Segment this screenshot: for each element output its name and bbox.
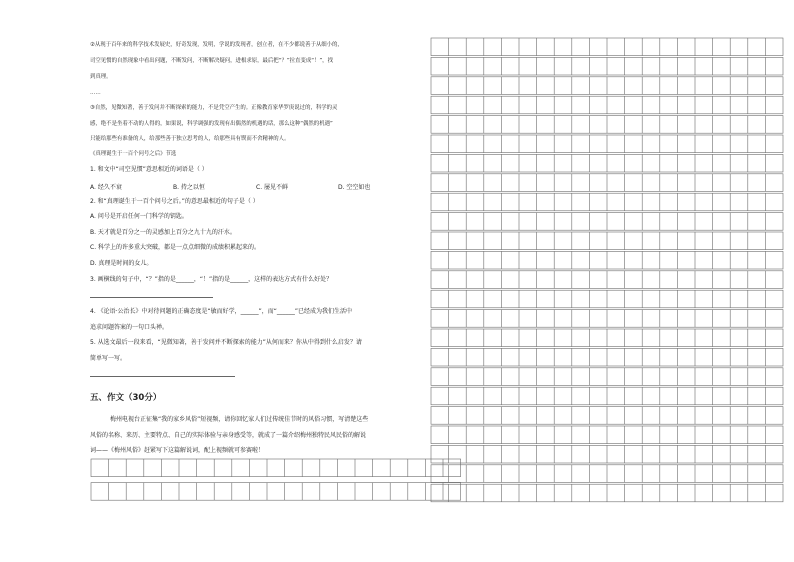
q2-option-c: C. 科学上的许多重大突破，都是一点点细微的成绩积累起来的。 — [90, 244, 261, 251]
grid-bottom-row — [91, 459, 461, 477]
composition-title: 五、作文（30分） — [90, 393, 162, 403]
passage-p2-line3: 到真理。 — [90, 74, 112, 80]
q3-answer-line — [90, 297, 213, 298]
question-4-line1: 4. 《论语·公治长》中对待问题的正确态度是“敏而好学，______”，而“______”已经成为我们生活中 — [90, 308, 352, 315]
passage-p2-line2: 司空见惯的自然现象中看出问题，不断发问，不断解决疑问，进根求原，最后把“？”拉直变成“！”，找 — [90, 58, 333, 64]
passage-source: 《真理诞生于一百个问号之后》节选 — [90, 151, 177, 157]
q1-option-b: B. 持之以恒 — [173, 184, 205, 191]
question-1: 1. 和文中“司空见惯”意思相近的词语是（ ） — [90, 166, 208, 173]
question-4-line2: 追求问题答案的一句口头禅。 — [90, 324, 169, 331]
composition-prompt-line2: 风俗的名称、来历、主要特点、自己的实际体验与亲身感受等，就成了一篇介绍梅州独特民风民俗的解说 — [90, 432, 367, 439]
writing-grid-right-svg — [430, 37, 794, 503]
passage-p3-line3: 只能给那些有准备的人，给那些善于独立思考的人，给那些具有锲而不舍精神的人。 — [90, 136, 290, 142]
writing-grid-bottom[interactable] — [90, 458, 462, 507]
composition-prompt-line3: 词——《梅州风俗》赶紧写下这篇解说词，配上视频就可参赛啦！ — [90, 447, 265, 454]
q2-option-a: A. 问号是开启任何一门科学的钥匙。 — [90, 213, 188, 220]
question-5-line2: 简单写一写。 — [90, 355, 127, 362]
question-3: 3. 画横线的句子中，“？”指的是______，“！”指的是______，这样的表达方式有什么好处？ — [90, 276, 333, 283]
composition-prompt-line1: 梅州电视台正征集“我的家乡风俗”短视频，请你回忆家人们过传统佳节时的风俗习惯，写清楚这些 — [110, 416, 369, 423]
passage-p2-line1: ②从现于百年来的科学技术发展史，好奇发现，发明，学说的发现者，创立者，在不少都说善于从细小的， — [90, 42, 343, 48]
question-5-line1: 5. 从选文最后一段来看，“见微知著，善于发问并不断探索的能力”从何而来？你从中得到什么启发？请 — [90, 339, 362, 346]
writing-grid-bottom-svg — [90, 458, 462, 507]
q1-option-d: D. 空空如也 — [338, 184, 371, 191]
grid-bottom-row — [91, 483, 461, 501]
q2-option-d: D. 真理是时间的女儿。 — [90, 260, 153, 267]
q1-option-c: C. 屡见不鲜 — [256, 184, 289, 191]
passage-p3-line2: 感，绝不是坐着不动的人得的，如果说，科学调强的发现有出偶然的机遇的话，那么这种“偶然的机遇” — [90, 121, 333, 127]
passage-ellipsis: …… — [90, 90, 101, 96]
writing-grid-right[interactable] — [430, 37, 794, 503]
q1-option-a: A. 经久不衰 — [90, 184, 122, 191]
q2-option-b: B. 天才就是百分之一的灵感加上百分之九十九的汗水。 — [90, 229, 236, 236]
question-2: 2. 和“真理诞生于一百个问号之后。”的意思最相近的句子是（ ） — [90, 198, 259, 205]
passage-p3-line1: ③自然，见微知著，善于发问并不断探索的能力，不是凭空产生的。正像教育家华罗庚说过的，科学的灵 — [90, 105, 338, 111]
q5-answer-line — [90, 376, 235, 377]
